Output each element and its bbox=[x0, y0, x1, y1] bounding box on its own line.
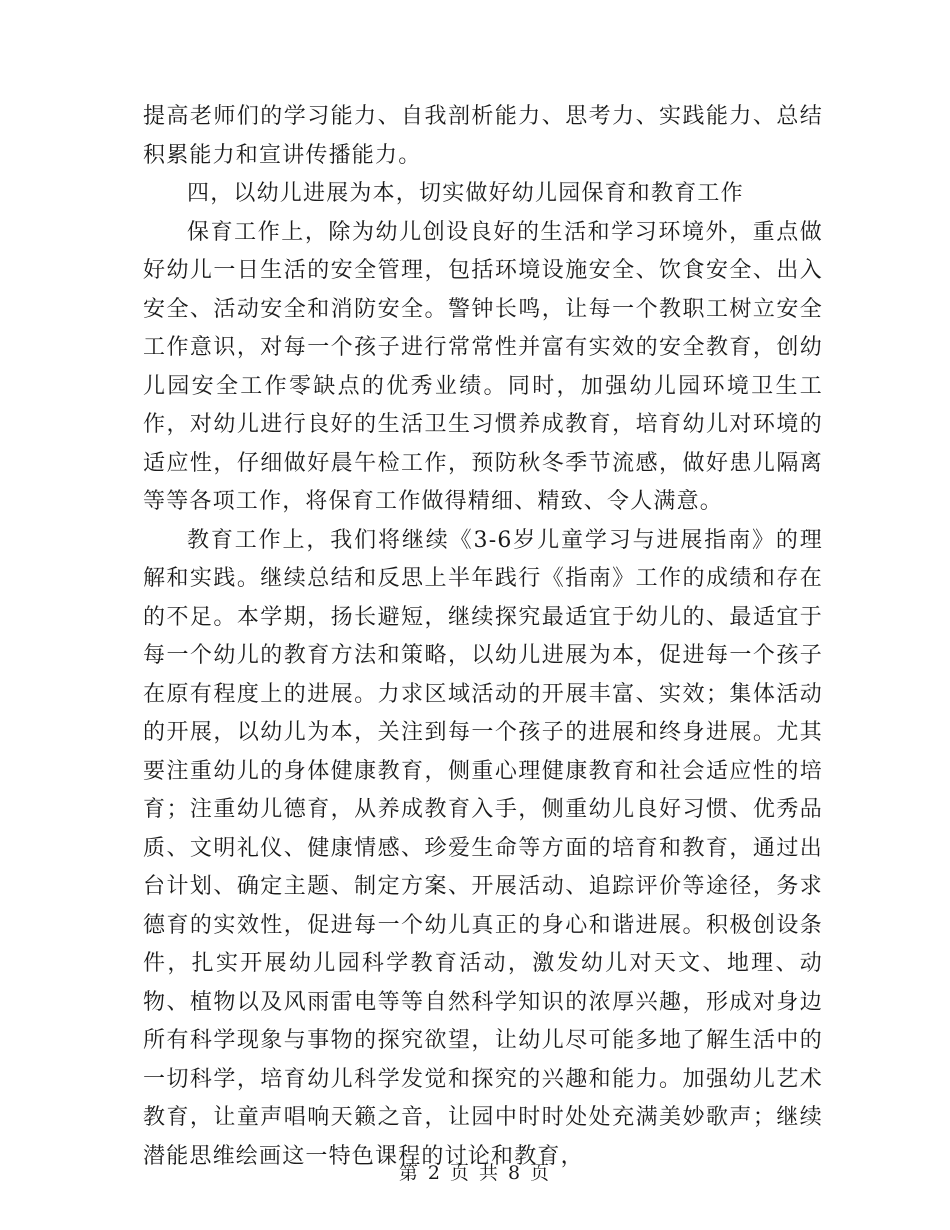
paragraph-education-work: 教育工作上，我们将继续《3-6岁儿童学习与进展指南》的理解和实践。继续总结和反思上半年践行《指南》工作的成绩和存在的不足。本学期，扬长避短，继续探究最适宜于幼儿的、最适宜于每一个幼儿的教育方法和策略，以幼儿进展为本，促进每一个孩子在原有程度上的进展。力求区域活动的开展丰富、实效；集体活动的开展，以幼儿为本，关注到每一个孩子的进展和终身进展。尤其要注重幼儿的身体健康教育，侧重心理健康教育和社会适应性的培育；注重幼儿德育，从养成教育入手，侧重幼儿良好习惯、优秀品质、文明礼仪、健康情感、珍爱生命等方面的培育和教育，通过出台计划、确定主题、制定方案、开展活动、追踪评价等途径，务求德育的实效性，促进每一个幼儿真正的身心和谐进展。积极创设条件，扎实开展幼儿园科学教育活动，激发幼儿对天文、地理、动物、植物以及风雨雷电等等自然科学知识的浓厚兴趣，形成对身边所有科学现象与事物的探究欲望，让幼儿尽可能多地了解生活中的一切科学，培育幼儿科学发觉和探究的兴趣和能力。加强幼儿艺术教育，让童声唱响天籁之音，让园中时时处处充满美妙歌声；继续潜能思维绘画这一特色课程的讨论和教育， bbox=[143, 527, 823, 1169]
paragraph-continuation: 提高老师们的学习能力、自我剖析能力、思考力、实践能力、总结积累能力和宣讲传播能力。 bbox=[143, 104, 823, 168]
page-number-footer: 第 2 页 共 8 页 bbox=[398, 1162, 552, 1184]
document-body bbox=[143, 98, 823, 1176]
section-heading: 四，以幼儿进展为本，切实做好幼儿园保育和教育工作 bbox=[187, 181, 744, 206]
paragraph-care-work: 保育工作上，除为幼儿创设良好的生活和学习环境外，重点做好幼儿一日生活的安全管理，包括环境设施安全、饮食安全、出入安全、活动安全和消防安全。警钟长鸣，让每一个教职工树立安全工作意识，对每一个孩子进行常常性并富有实效的安全教育，创幼儿园安全工作零缺点的优秀业绩。同时，加强幼儿园环境卫生工作，对幼儿进行良好的生活卫生习惯养成教育，培育幼儿对环境的适应性，仔细做好晨午检工作，预防秋冬季节流感，做好患儿隔离等等各项工作，将保育工作做得精细、精致、令人满意。 bbox=[143, 219, 823, 514]
